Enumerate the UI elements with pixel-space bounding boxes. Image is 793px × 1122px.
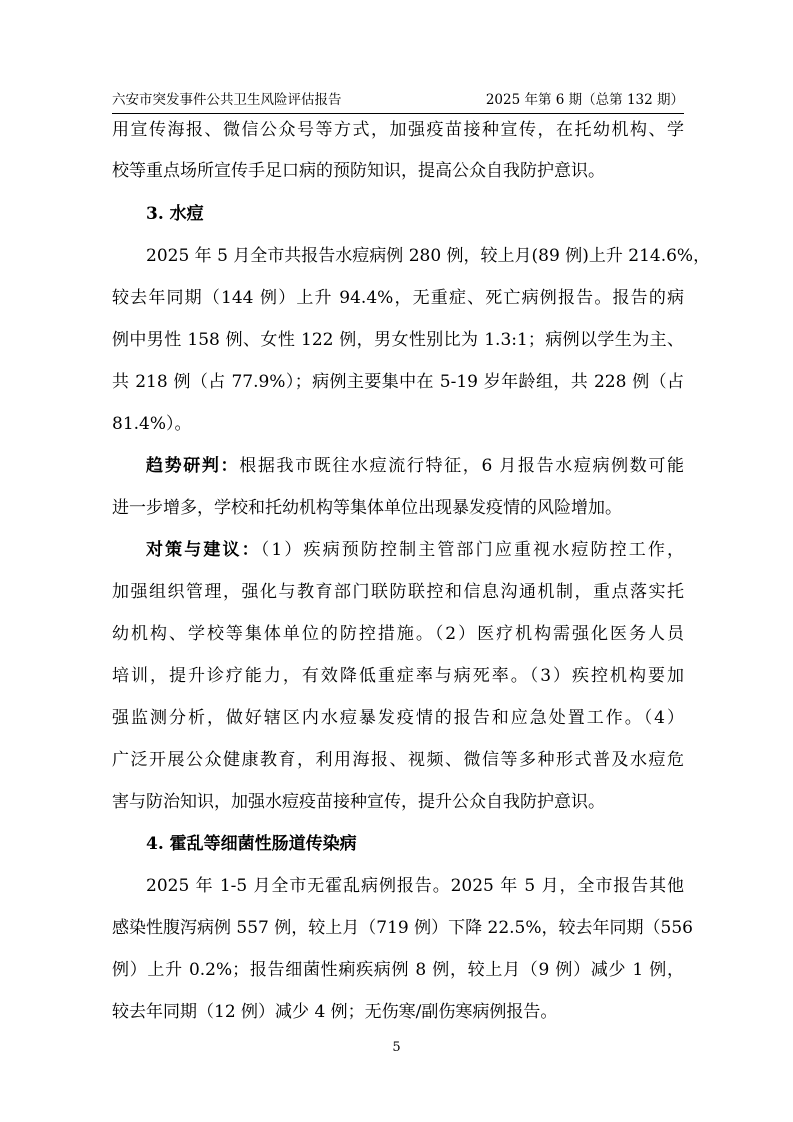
body-line: 例中男性 158 例、女性 122 例，男女性别比为 1.3:1；病例以学生为主、 bbox=[112, 330, 684, 350]
body-line: 培训，提升诊疗能力，有效降低重症率与病死率。（3）疾控机构要加 bbox=[112, 666, 684, 686]
page-number: 5 bbox=[392, 1040, 401, 1055]
body-line: 强监测分析，做好辖区内水痘暴发疫情的报告和应急处置工作。（4） bbox=[112, 708, 684, 728]
body-line: 用宣传海报、微信公众号等方式，加强疫苗接种宣传，在托幼机构、学 bbox=[112, 120, 684, 140]
body-line: 2025 年 1-5 月全市无霍乱病例报告。2025 年 5 月，全市报告其他 bbox=[146, 876, 684, 896]
body-line: 幼机构、学校等集体单位的防控措施。（2）医疗机构需强化医务人员 bbox=[112, 624, 684, 644]
advice-label: 对策与建议： bbox=[146, 540, 261, 560]
advice-paragraph bbox=[146, 539, 684, 561]
section-heading-cholera: 4. 霍乱等细菌性肠道传染病 bbox=[146, 834, 357, 854]
body-line: 害与防治知识，加强水痘疫苗接种宣传，提升公众自我防护意识。 bbox=[112, 792, 605, 812]
body-line: 广泛开展公众健康教育，利用海报、视频、微信等多种形式普及水痘危 bbox=[112, 750, 684, 770]
trend-label: 趋势研判： bbox=[146, 456, 240, 476]
trend-text: 根据我市既往水痘流行特征，6 月报告水痘病例数可能 bbox=[239, 456, 685, 476]
header-divider bbox=[112, 113, 684, 114]
advice-text: （1）疾病预防控制主管部门应重视水痘防控工作， bbox=[260, 540, 684, 560]
page-header bbox=[112, 90, 684, 110]
body-line: 感染性腹泻病例 557 例，较上月（719 例）下降 22.5%，较去年同期（556 bbox=[112, 918, 693, 938]
body-line: 81.4%）。 bbox=[112, 414, 192, 434]
body-line: 2025 年 5 月全市共报告水痘病例 280 例，较上月(89 例)上升 214.6%， bbox=[146, 246, 711, 266]
body-line: 进一步增多，学校和托幼机构等集体单位出现暴发疫情的风险增加。 bbox=[112, 498, 622, 518]
header-issue-number: 2025 年第 6 期（总第 132 期） bbox=[485, 92, 684, 108]
body-line: 较去年同期（12 例）减少 4 例；无伤寒/副伤寒病例报告。 bbox=[112, 1002, 558, 1022]
section-heading-varicella: 3. 水痘 bbox=[146, 204, 204, 224]
body-line: 例）上升 0.2%；报告细菌性痢疾病例 8 例，较上月（9 例）减少 1 例， bbox=[112, 960, 684, 980]
trend-paragraph bbox=[146, 455, 684, 477]
body-line: 较去年同期（144 例）上升 94.4%，无重症、死亡病例报告。报告的病 bbox=[112, 288, 684, 308]
body-line: 加强组织管理，强化与教育部门联防联控和信息沟通机制，重点落实托 bbox=[112, 582, 684, 602]
header-report-title: 六安市突发事件公共卫生风险评估报告 bbox=[112, 92, 342, 108]
body-line: 校等重点场所宣传手足口病的预防知识，提高公众自我防护意识。 bbox=[112, 161, 605, 181]
body-line: 共 218 例（占 77.9%）；病例主要集中在 5-19 岁年龄组，共 228 例（占 bbox=[112, 372, 684, 392]
